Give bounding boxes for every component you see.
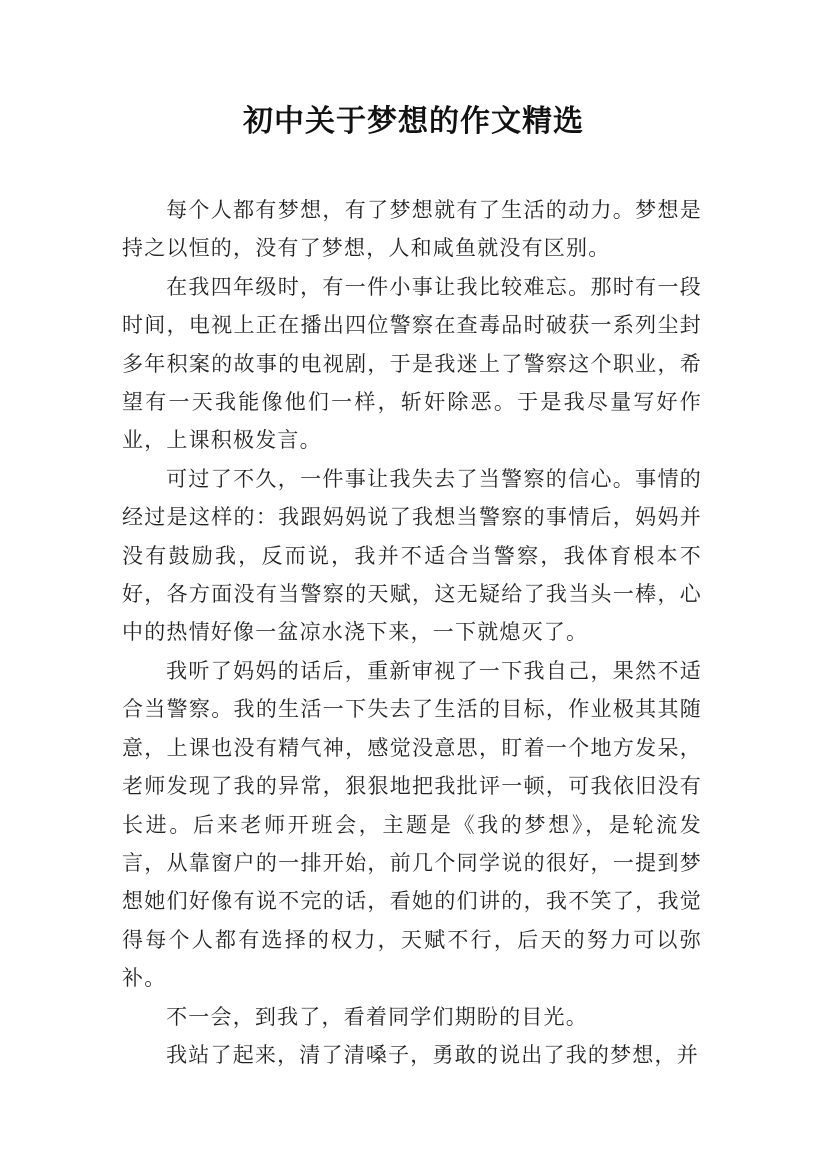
document-title: 初中关于梦想的作文精选: [243, 104, 584, 139]
paragraph: 可过了不久，一件事让我失去了当警察的信心。事情的经过是这样的：我跟妈妈说了我想当警察的事情后，妈妈并没有鼓励我，反而说，我并不适合当警察，我体育根本不好，各方面没有当警察的天赋，这无疑给了我当头一棒，心中的热情好像一盆凉水浇下来，一下就熄灭了。: [122, 466, 702, 645]
paragraph: 每个人都有梦想，有了梦想就有了生活的动力。梦想是持之以恒的，没有了梦想，人和咸鱼就没有区别。: [122, 198, 702, 261]
paragraph: 在我四年级时，有一件小事让我比较难忘。那时有一段时间，电视上正在播出四位警察在查毒品时破获一系列尘封多年积案的故事的电视剧，于是我迷上了警察这个职业，希望有一天我能像他们一样，斩奸除恶。于是我尽量写好作业，上课积极发言。: [122, 274, 702, 453]
paragraph: 我听了妈妈的话后，重新审视了一下我自己，果然不适合当警察。我的生活一下失去了生活的目标，作业极其其随意，上课也没有精气神，感觉没意思，盯着一个地方发呆，老师发现了我的异常，狠狠地把我批评一顿，可我依旧没有长进。后来老师开班会，主题是《我的梦想》，是轮流发言，从靠窗户的一排开始，前几个同学说的很好，一提到梦想她们好像有说不完的话，看她的们讲的，我不笑了，我觉得每个人都有选择的权力，天赋不行，后天的努力可以弥补。: [122, 658, 702, 991]
document-body: [122, 191, 702, 1074]
paragraph: 不一会，到我了，看着同学们期盼的目光。: [166, 1004, 588, 1029]
paragraph: 我站了起来，清了清嗓子，勇敢的说出了我的梦想，并: [166, 1042, 699, 1067]
